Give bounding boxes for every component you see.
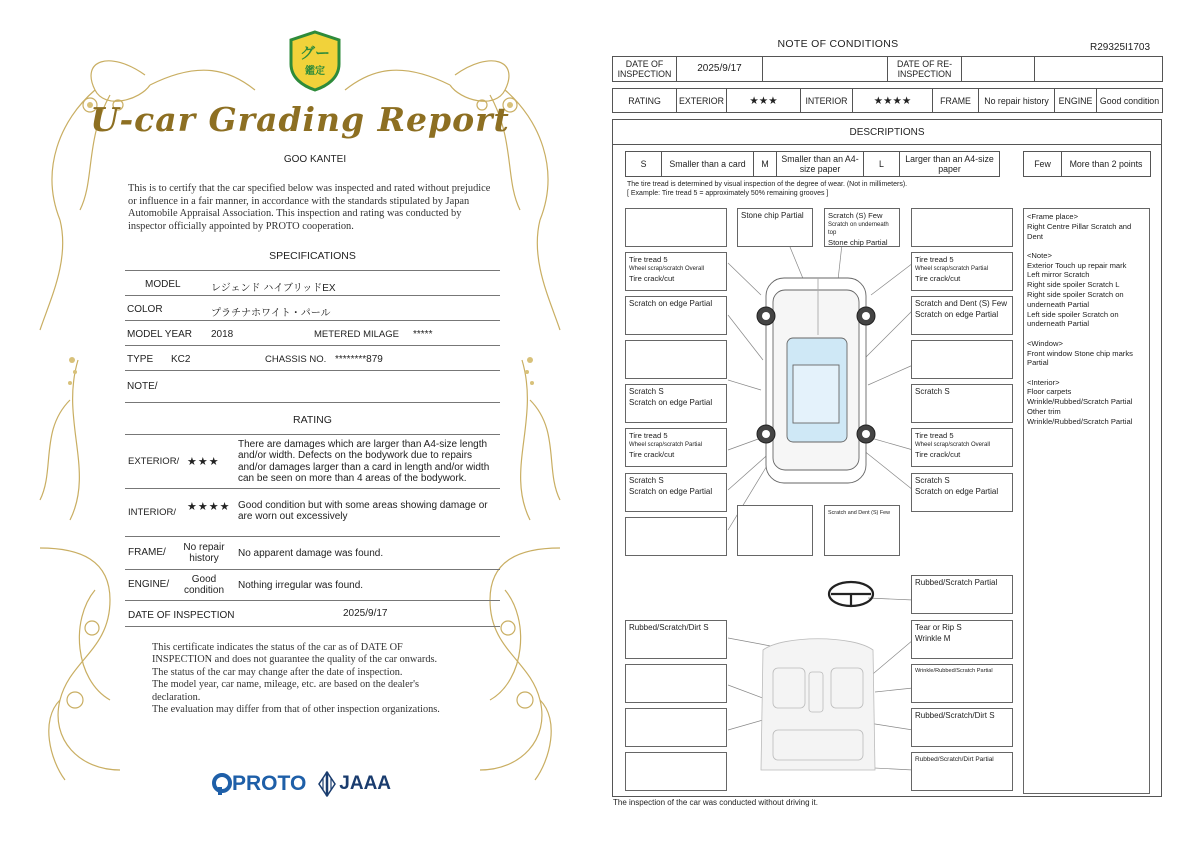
damage-text: Scratch S xyxy=(915,387,950,396)
legend-text: More than 2 points xyxy=(1062,152,1151,177)
disclaimer-line: This certificate indicates the status of the car as of DATE OF xyxy=(152,642,403,653)
disclaimer-line: INSPECTION and does not guarantee the quality of the car onwards. xyxy=(152,654,438,666)
damage-subtext: Scratch on underneath top xyxy=(828,222,889,236)
model-year-value: 2018 xyxy=(211,329,234,340)
damage-box xyxy=(911,384,1013,423)
disclaimer-line: The status of the car may change after the date of inspection. xyxy=(152,666,403,678)
frame-value: No repair history xyxy=(979,89,1055,113)
damage-box xyxy=(625,296,727,335)
rating-row-interior xyxy=(125,489,500,537)
note-label: NOTE/ xyxy=(127,381,158,392)
svg-text:グー: グー xyxy=(299,44,331,62)
empty-cell xyxy=(1035,57,1163,82)
wheel-damage: Wheel scrap/scratch Overall xyxy=(915,442,991,448)
exterior-stars: ★★★ xyxy=(727,89,801,113)
issuer-logos xyxy=(212,770,391,798)
engine-value: Good condition xyxy=(183,574,225,596)
note-line: Exterior Touch up repair mark xyxy=(1027,260,1127,270)
legend-text: Smaller than a card xyxy=(662,152,754,177)
frame-description: No apparent damage was found. xyxy=(238,548,384,559)
interior-damage-box xyxy=(625,620,727,659)
inspection-date-table xyxy=(612,56,1163,82)
note-line: Left side spoiler Scratch on underneath Partial xyxy=(1027,309,1119,329)
tire-tread: Tire tread 5 xyxy=(629,431,668,440)
disclaimer-line: The evaluation may differ from that of other inspection organizations. xyxy=(152,704,440,716)
note-line: Wrinkle/Rubbed/Scratch Partial xyxy=(1027,416,1133,426)
descriptions-panel xyxy=(612,119,1162,797)
damage-text: Scratch and Dent (S) Few xyxy=(828,510,891,516)
notes-panel xyxy=(1023,208,1150,794)
date-of-inspection-label: DATE OF INSPECTION xyxy=(613,57,677,82)
rating-label: RATING xyxy=(613,89,677,113)
note-line: Right Centre Pillar Scratch and Dent xyxy=(1027,221,1132,241)
disclaimer-line: declaration. xyxy=(152,691,201,703)
damage-box xyxy=(737,208,813,247)
legend-text: Smaller than an A4-size paper xyxy=(777,152,864,177)
exterior-description: There are damages which are larger than A4-size length and/or width. Defects on the bodywork due to repairs and/or damages larger than a card in length and/or width can be seen on more than 4 areas of the bodywork. xyxy=(238,439,490,484)
frame-label: FRAME xyxy=(933,89,979,113)
tire-tread: Tire tread 5 xyxy=(629,255,668,264)
interior-stars: ★★★★ xyxy=(853,89,933,113)
legend-key: S xyxy=(626,152,662,177)
model-year-label: MODEL YEAR xyxy=(127,329,193,340)
damage-text: Stone chip Partial xyxy=(741,211,804,220)
tire-tread: Tire tread 5 xyxy=(915,255,954,264)
damage-box xyxy=(737,505,813,556)
legend-key: Few xyxy=(1024,152,1062,177)
legend-text: Larger than an A4-size paper xyxy=(900,152,1000,177)
tire-crack: Tire crack/cut xyxy=(915,274,961,283)
frame-label: FRAME/ xyxy=(128,547,166,558)
jaaa-logo-text: JAAA xyxy=(339,773,392,794)
date-of-inspection-value: 2025/9/17 xyxy=(677,57,763,82)
damage-box xyxy=(625,384,727,423)
interior-damage-box xyxy=(911,664,1013,703)
exterior-label: EXTERIOR/ xyxy=(128,456,180,467)
damage-text: Scratch S xyxy=(915,476,950,485)
interior-damage-box xyxy=(911,620,1013,659)
note-line: Front window Stone chip marks Partial xyxy=(1027,348,1133,368)
proto-logo xyxy=(212,772,306,796)
spec-row-note xyxy=(125,371,500,403)
damage-text: Rubbed/Scratch/Dirt Partial xyxy=(915,756,994,763)
interior-damage-box xyxy=(911,708,1013,747)
inspection-footer-note: The inspection of the car was conducted without driving it. xyxy=(613,798,818,807)
tire-box-front-right xyxy=(911,252,1013,291)
spec-row-year xyxy=(125,321,500,346)
spec-row-color xyxy=(125,296,500,321)
damage-text: Rubbed/Scratch/Dirt S xyxy=(629,623,709,632)
model-value: レジェンド ハイブリッドEX xyxy=(211,283,336,294)
jaaa-logo xyxy=(318,771,391,797)
damage-text: Wrinkle M xyxy=(915,634,951,643)
mileage-label: METERED MILAGE xyxy=(314,329,399,340)
interior-description: Good condition but with some areas showing damage or are worn out excessively xyxy=(238,500,488,523)
tread-note-line: [ Example: Tire tread 5 = approximately 50% remaining grooves ] xyxy=(627,190,829,197)
disclaimer-line: The model year, car name, mileage, etc. are based on the dealer's xyxy=(152,679,420,691)
damage-box xyxy=(911,296,1013,335)
color-label: COLOR xyxy=(127,304,163,315)
empty-cell xyxy=(763,57,888,82)
damage-text: Scratch (S) Few xyxy=(828,211,883,220)
report-id: R29325I1703 xyxy=(1090,42,1151,53)
note-line: Right side spoiler Scratch on underneath Partial xyxy=(1027,290,1124,309)
damage-box xyxy=(625,208,727,247)
interior-stars: ★★★★ xyxy=(187,501,231,513)
rating-summary-table xyxy=(612,88,1163,113)
steering-damage-box xyxy=(911,575,1013,614)
interior-damage-box xyxy=(911,752,1013,791)
damage-text: Scratch on edge Partial xyxy=(629,398,713,407)
damage-text: Stone chip Partial xyxy=(828,238,888,247)
note-heading: <Interior> xyxy=(1027,377,1060,387)
specifications-heading: SPECIFICATIONS xyxy=(269,250,356,262)
svg-text:鑑定: 鑑定 xyxy=(305,66,325,77)
damage-text: Wrinkle/Rubbed/Scratch Partial xyxy=(915,668,993,674)
note-line: Left mirror Scratch xyxy=(1027,270,1090,280)
note-heading: <Note> xyxy=(1027,250,1052,260)
tire-tread: Tire tread 5 xyxy=(915,431,954,440)
chassis-value: ********879 xyxy=(335,354,383,365)
exterior-label: EXTERIOR xyxy=(677,89,727,113)
damage-box xyxy=(824,505,900,556)
damage-text: Scratch on edge Partial xyxy=(915,310,999,319)
note-line: Right side spoiler Scratch L xyxy=(1027,280,1120,290)
damage-text: Tear or Rip S xyxy=(915,623,962,632)
note-of-conditions xyxy=(600,0,1200,848)
goo-kantei-badge-icon xyxy=(287,30,343,92)
interior-label: INTERIOR/ xyxy=(128,507,177,518)
tire-box-rear-right xyxy=(911,428,1013,467)
damage-box xyxy=(911,473,1013,512)
jaaa-mark-icon xyxy=(318,771,336,797)
damage-text: Rubbed/Scratch Partial xyxy=(915,578,998,587)
damage-box xyxy=(911,340,1013,379)
date-value: 2025/9/17 xyxy=(343,608,388,619)
note-line: Other trim xyxy=(1027,407,1061,417)
rating-row-date xyxy=(125,601,500,627)
exterior-stars: ★★★ xyxy=(187,456,220,468)
certificate-disclaimer xyxy=(152,642,482,716)
damage-text: Scratch S xyxy=(629,387,664,396)
tire-crack: Tire crack/cut xyxy=(629,274,675,283)
rating-row-frame xyxy=(125,537,500,570)
date-of-reinspection-label: DATE OF RE-INSPECTION xyxy=(888,57,962,82)
report-title: U-car Grading Report xyxy=(90,100,510,139)
spec-row-model xyxy=(125,271,500,296)
note-line: Floor carpets xyxy=(1027,387,1072,397)
color-value: プラチナホワイト・パール xyxy=(211,308,331,319)
tread-note-line: The tire tread is determined by visual inspection of the degree of wear. (Not in millimeters). xyxy=(627,181,908,188)
wheel-damage: Wheel scrap/scratch Partial xyxy=(915,266,989,272)
wheel-damage: Wheel scrap/scratch Overall xyxy=(629,266,705,272)
rating-row-engine xyxy=(125,570,500,601)
rating-heading: RATING xyxy=(293,414,332,426)
engine-label: ENGINE xyxy=(1055,89,1097,113)
damage-text: Scratch on edge Partial xyxy=(629,299,713,308)
interior-damage-box xyxy=(625,752,727,791)
date-label: DATE OF INSPECTION xyxy=(128,610,235,621)
empty-cell xyxy=(962,57,1035,82)
interior-label: INTERIOR xyxy=(801,89,853,113)
proto-mark-icon xyxy=(212,773,232,795)
proto-logo-text: PROTO xyxy=(232,772,307,795)
tire-box-front-left xyxy=(625,252,727,291)
model-label: MODEL xyxy=(145,279,181,290)
chassis-label: CHASSIS NO. xyxy=(265,354,327,365)
legend-key: M xyxy=(754,152,777,177)
wheel-damage: Wheel scrap/scratch Partial xyxy=(629,442,703,448)
interior-damage-box xyxy=(625,708,727,747)
rating-row-exterior xyxy=(125,435,500,489)
engine-description: Nothing irregular was found. xyxy=(238,580,364,591)
note-heading: <Window> xyxy=(1027,338,1063,348)
engine-label: ENGINE/ xyxy=(128,579,170,590)
type-label: TYPE xyxy=(127,354,154,365)
tire-crack: Tire crack/cut xyxy=(629,450,675,459)
conditions-title: NOTE OF CONDITIONS xyxy=(777,38,899,50)
damage-text: Scratch and Dent (S) Few xyxy=(915,299,1008,308)
certification-statement: This is to certify that the car specified below was inspected and rated without prejudice or influence in a fair manner, in accordance with the standards stipulated by Japan Automobile Appraisal Association. This inspection and rating was conducted by inspector officially appointed by PROTO cooperation. xyxy=(128,183,491,232)
descriptions-heading: DESCRIPTIONS xyxy=(613,120,1161,145)
type-value: KC2 xyxy=(171,354,191,365)
damage-box xyxy=(824,208,900,247)
tire-box-rear-left xyxy=(625,428,727,467)
damage-text: Scratch S xyxy=(629,476,664,485)
damage-text: Scratch on edge Partial xyxy=(629,487,713,496)
report-subtitle: GOO KANTEI xyxy=(283,154,347,165)
tire-crack: Tire crack/cut xyxy=(915,450,961,459)
damage-box xyxy=(911,208,1013,247)
damage-box xyxy=(625,473,727,512)
note-line: Wrinkle/Rubbed/Scratch Partial xyxy=(1027,397,1133,407)
interior-damage-box xyxy=(625,664,727,703)
damage-text: Rubbed/Scratch/Dirt S xyxy=(915,711,995,720)
engine-value: Good condition xyxy=(1097,89,1163,113)
legend-key: L xyxy=(864,152,900,177)
note-heading: <Frame place> xyxy=(1027,212,1079,221)
damage-box xyxy=(625,340,727,379)
spec-row-type xyxy=(125,346,500,371)
damage-text: Scratch on edge Partial xyxy=(915,487,999,496)
frame-value: No repair history xyxy=(183,542,225,564)
damage-box xyxy=(625,517,727,556)
mileage-value: ***** xyxy=(413,329,433,340)
